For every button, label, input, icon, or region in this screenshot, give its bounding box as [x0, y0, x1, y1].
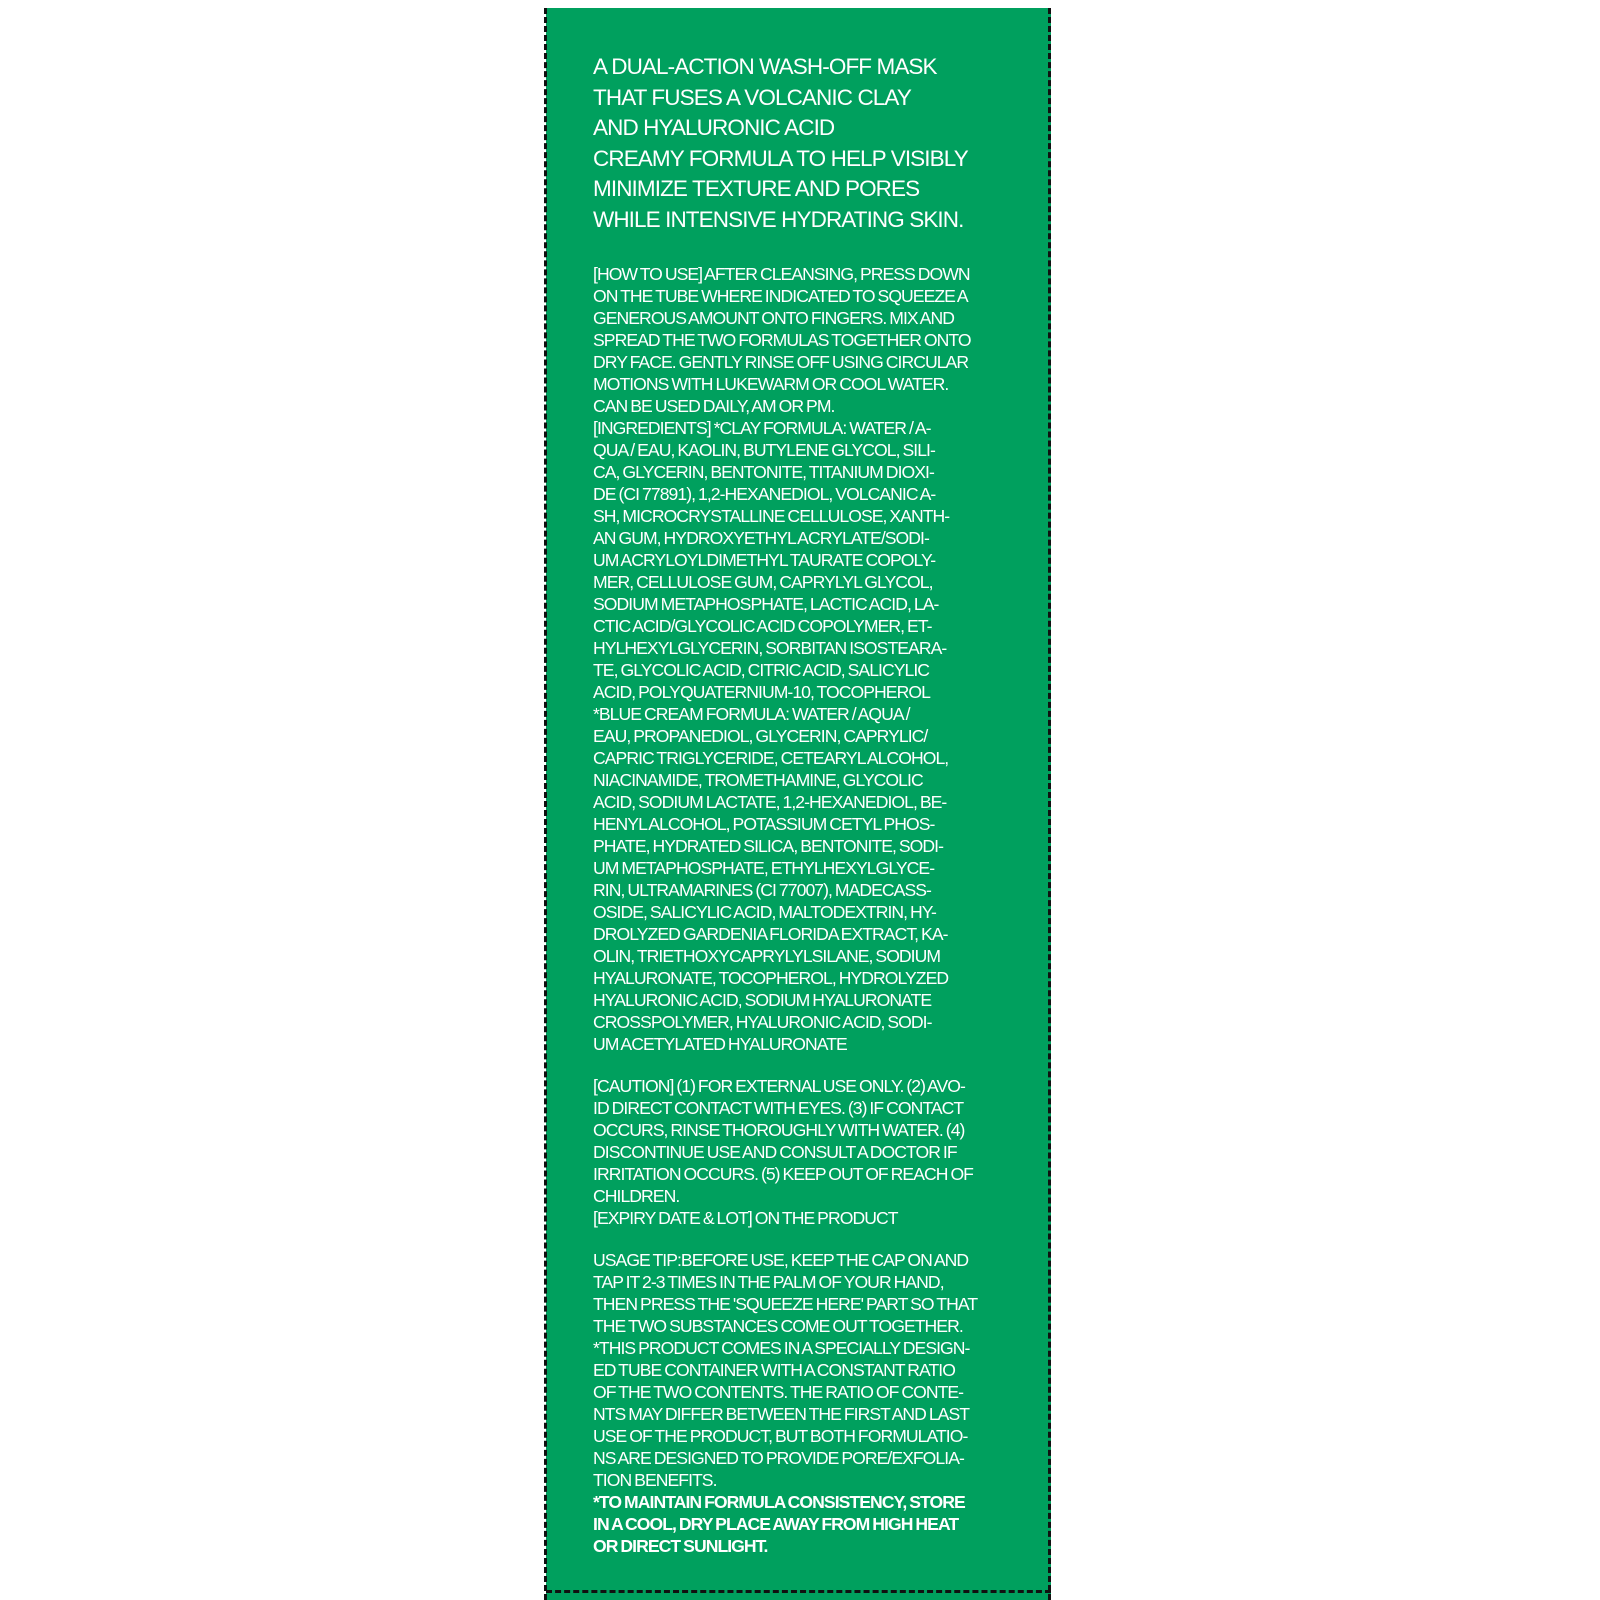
spacer: [593, 1229, 1023, 1249]
expiry-lot-text: [EXPIRY DATE & LOT] ON THE PRODUCT: [593, 1208, 898, 1228]
right-cut-line: [1048, 8, 1051, 1600]
usage-tip: USAGE TIP:BEFORE USE, KEEP THE CAP ON AND TAP IT 2-3 TIMES IN THE PALM OF YOUR HAND, THEN PRESS THE 'SQUEEZE HERE' PART SO THAT THE TWO SUBSTANCES COME OUT TOGETHER. *THIS PRODUCT COMES IN A SPECIALLY DESIGN- ED TUBE CONTAINER WITH A CONSTANT RATIO OF THE TWO CONTENTS. THE RATIO OF CONTE- NTS MAY DIFFER BETWEEN THE FIRST AND LAST USE OF THE PRODUCT, BUT BOTH FORMULATIO- NS ARE DESIGNED TO PROVIDE PORE/EXFOLIA- TION BENEFITS.: [593, 1250, 978, 1490]
spacer: [593, 1055, 1023, 1075]
label-text: [593, 52, 1023, 1557]
storage-note: *TO MAINTAIN FORMULA CONSISTENCY, STORE IN A COOL, DRY PLACE AWAY FROM HIGH HEAT OR DIRECT SUNLIGHT.: [593, 1492, 965, 1556]
caution-text: [CAUTION] (1) FOR EXTERNAL USE ONLY. (2) AVO- ID DIRECT CONTACT WITH EYES. (3) IF CONTACT OCCURS, RINSE THOROUGHLY WITH WATER. (4) DISCONTINUE USE AND CONSULT A DOCTOR IF IRRITATION OCCURS. (5) KEEP OUT OF REACH OF CHILDREN.: [593, 1076, 973, 1206]
ingredients-list: [INGREDIENTS] *CLAY FORMULA: WATER / A- QUA / EAU, KAOLIN, BUTYLENE GLYCOL, SILI- CA, GLYCERIN, BENTONITE, TITANIUM DIOXI- DE (CI 77891), 1,2-HEXANEDIOL, VOLCANIC A- SH, MICROCRYSTALLINE CELLULOSE, XANTH- AN GUM, HYDROXYETHYL ACRYLATE/SODI- UM ACRYLOYLDIMETHYL TAURATE COPOLY- MER, CELLULOSE GUM, CAPRYLYL GLYCOL, SODIUM METAPHOSPHATE, LACTIC ACID, LA- CTIC ACID/GLYCOLIC ACID COPOLYMER, ET- HYLHEXYLGLYCERIN, SORBITAN ISOSTEARA- TE, GLYCOLIC ACID, CITRIC ACID, SALICYLIC ACID, POLYQUATERNIUM-10, TOCOPHEROL *BLUE CREAM FORMULA: WATER / AQUA / EAU, PROPANEDIOL, GLYCERIN, CAPRYLIC/ CAPRIC TRIGLYCERIDE, CETEARYL ALCOHOL, NIACINAMIDE, TROMETHAMINE, GLYCOLIC ACID, SODIUM LACTATE, 1,2-HEXANEDIOL, BE- HENYL ALCOHOL, POTASSIUM CETYL PHOS- PHATE, HYDRATED SILICA, BENTONITE, SODI- UM METAPHOSPHATE, ETHYLHEXYLGLYCE- RIN, ULTRAMARINES (CI 77007), MADECASS- OSIDE, SALICYLIC ACID, MALTODEXTRIN, HY- DROLYZED GARDENIA FLORIDA EXTRACT, KA- OLIN, TRIETHOXYCAPRYLYLSILANE, SODIUM HYALURONATE, TOCOPHEROL, HYDROLYZED HYALURONIC ACID, SODIUM HYALURONATE CROSSPOLYMER, HYALURONIC ACID, SODI- UM ACETYLATED HYALURONATE: [593, 418, 950, 1054]
product-description: A DUAL-ACTION WASH-OFF MASK THAT FUSES A VOLCANIC CLAY AND HYALURONIC ACID CREAMY FORMULA TO HELP VISIBLY MINIMIZE TEXTURE AND PORES WHILE INTENSIVE HYDRATING SKIN.: [593, 54, 968, 232]
bottom-fold-line: [546, 1590, 1051, 1593]
how-to-use: [HOW TO USE] AFTER CLEANSING, PRESS DOWN ON THE TUBE WHERE INDICATED TO SQUEEZE A GENEROUS AMOUNT ONTO FINGERS. MIX AND SPREAD THE TWO FORMULAS TOGETHER ONTO DRY FACE. GENTLY RINSE OFF USING CIRCULAR MOTIONS WITH LUKEWARM OR COOL WATER. CAN BE USED DAILY, AM OR PM.: [593, 264, 971, 416]
left-cut-line: [544, 8, 547, 1600]
